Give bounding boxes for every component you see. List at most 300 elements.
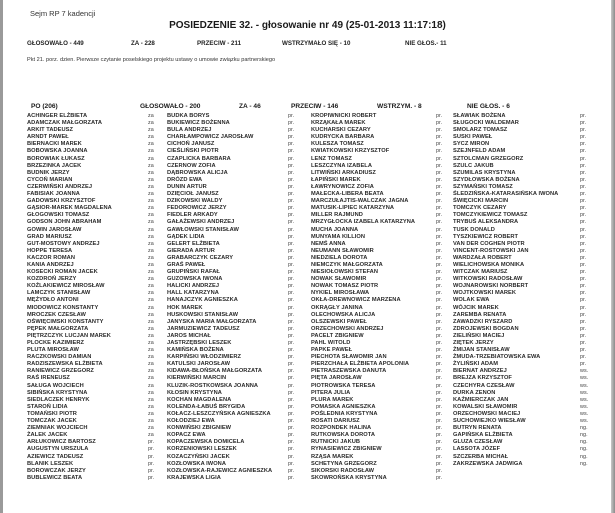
- deputy-name: RUTKOWSKA DOROTA: [311, 432, 375, 439]
- table-row: [27, 212, 154, 219]
- vote-value: pr.: [436, 269, 443, 276]
- deputy-name: RANIEWICZ GRZEGORZ: [27, 368, 94, 375]
- table-row: [311, 368, 443, 375]
- vote-value: pr.: [288, 134, 295, 141]
- deputy-name: AZIEWICZ TADEUSZ: [27, 453, 84, 460]
- deputy-name: OLECHOWSKA ALICJA: [311, 311, 376, 318]
- table-row: [453, 276, 587, 283]
- table-row: [27, 113, 154, 120]
- table-row: [453, 396, 589, 404]
- vote-value: pr.: [288, 113, 295, 119]
- deputy-name: BRZEZINKA JACEK: [27, 162, 82, 169]
- table-row: [167, 205, 295, 212]
- deputy-name: KORZENIOWSKI LESZEK: [167, 446, 237, 453]
- vote-value: pr.: [436, 389, 443, 396]
- deputy-name: SZYDŁOWSKA BOŻENA: [453, 176, 520, 183]
- vote-value: ws.: [580, 396, 589, 403]
- deputy-name: RADZISZEWSKA ELŻBIETA: [27, 361, 103, 368]
- deputy-name: ZIEMNIAK WOJCIECH: [27, 425, 88, 432]
- table-row: [27, 418, 154, 425]
- vote-value: za: [148, 219, 154, 226]
- table-row: [27, 347, 154, 354]
- vote-value: za: [148, 183, 154, 190]
- table-row: [453, 361, 587, 368]
- deputy-name: FEDOROWICZ JERZY: [167, 205, 227, 212]
- deputy-name: GAŁAŻEWSKI ANDRZEJ: [167, 219, 235, 226]
- vote-value: pr.: [580, 332, 587, 339]
- deputy-name: GAWŁOWSKI STANISŁAW: [167, 226, 239, 233]
- table-row: [453, 311, 587, 319]
- vote-value: pr.: [580, 191, 587, 198]
- table-row: [167, 148, 295, 155]
- vote-column-4: [453, 113, 589, 468]
- deputy-name: KUCHARSKI CEZARY: [311, 127, 371, 134]
- deputy-name: NIESIOŁOWSKI STEFAN: [311, 269, 378, 276]
- vote-value: pr.: [436, 410, 443, 417]
- deputy-name: GRAD MARIUSZ: [27, 233, 72, 240]
- deputy-name: MARCZUŁAJTIS-WALCZAK JAGNA: [311, 198, 409, 205]
- deputy-name: PIĘTA JAROSŁAW: [311, 375, 362, 382]
- table-row: [311, 361, 443, 368]
- table-row: [311, 389, 443, 397]
- vote-value: pr.: [288, 418, 295, 425]
- vote-value: pr.: [580, 162, 587, 169]
- deputy-name: KOLENDA-ŁABUŚ BRYGIDA: [167, 403, 246, 410]
- vote-value: pr.: [436, 212, 443, 219]
- vote-value: pr.: [580, 240, 587, 247]
- table-row: [27, 198, 154, 205]
- table-row: [167, 276, 295, 283]
- deputy-name: ZDROJEWSKI BOGDAN: [453, 325, 519, 332]
- deputy-name: ŚWIĘCICKI MARCIN: [453, 198, 509, 205]
- vote-value: pr.: [580, 233, 587, 240]
- deputy-name: SIBIŃSKA KRYSTYNA: [27, 389, 88, 396]
- deputy-name: PLURA MAREK: [311, 396, 354, 403]
- deputy-name: ARŁUKOWICZ BARTOSZ: [27, 439, 96, 446]
- table-row: [453, 453, 588, 461]
- page-border-left: [0, 0, 3, 513]
- table-row: [453, 318, 587, 326]
- vote-value: pr.: [436, 382, 443, 389]
- table-row: [453, 183, 587, 191]
- table-row: [453, 382, 589, 390]
- table-row: [167, 474, 295, 482]
- vote-value: pr.: [436, 446, 443, 453]
- deputy-name: GĄDEK LIDIA: [167, 233, 205, 240]
- table-row: [167, 318, 295, 326]
- vote-value: pr.: [436, 474, 443, 481]
- vote-value: pr.: [436, 176, 443, 183]
- vote-value: pr.: [580, 120, 587, 127]
- table-row: [453, 155, 587, 163]
- table-row: [167, 247, 295, 255]
- deputy-name: TOMCZYKIEWICZ TOMASZ: [453, 212, 528, 219]
- table-row: [453, 389, 589, 397]
- vote-value: pr.: [288, 297, 295, 304]
- deputy-name: PLOCKE KAZIMIERZ: [27, 340, 85, 346]
- vote-value: za: [148, 120, 154, 127]
- deputy-name: OŚWIĘCIMSKI KONSTANTY: [27, 318, 104, 325]
- table-row: [311, 134, 443, 141]
- vote-value: pr.: [288, 304, 295, 311]
- table-row: [311, 304, 443, 312]
- deputy-name: VAN DER COGHEN PIOTR: [453, 240, 525, 247]
- table-row: [167, 269, 295, 276]
- deputy-name: NOWAK TOMASZ PIOTR: [311, 283, 379, 290]
- deputy-name: BIERNAT ANDRZEJ: [453, 368, 507, 375]
- vote-value: pr.: [288, 276, 295, 283]
- vote-value: pr.: [288, 219, 295, 226]
- table-row: [311, 226, 443, 234]
- vote-value: za: [148, 198, 154, 205]
- deputy-name: ŻMIJAN STANISŁAW: [453, 347, 510, 354]
- vote-value: pr.: [436, 354, 443, 361]
- table-row: [311, 347, 443, 354]
- table-row: [27, 432, 154, 439]
- table-row: [453, 375, 589, 382]
- deputy-name: GŁOGOWSKI TOMASZ: [27, 212, 90, 219]
- table-row: [167, 226, 295, 234]
- deputy-name: ŁAWRYNOWICZ ZOFIA: [311, 183, 374, 190]
- vote-value: pr.: [436, 453, 443, 460]
- vote-value: ws.: [580, 418, 589, 425]
- deputy-name: SZYMAŃSKI TOMASZ: [453, 183, 513, 190]
- deputy-name: BLANIK LESZEK: [27, 460, 74, 467]
- vote-value: za: [148, 169, 154, 176]
- deputy-name: GRABARCZYK CEZARY: [167, 254, 234, 261]
- table-row: [311, 183, 443, 191]
- vote-value: ng.: [580, 446, 588, 453]
- deputy-name: BIERNACKI MAREK: [27, 141, 82, 148]
- deputy-name: CYCOŃ MARIAN: [27, 176, 73, 183]
- table-row: [453, 297, 587, 304]
- vote-value: pr.: [288, 375, 295, 382]
- deputy-name: LESZCZYNA IZABELA: [311, 162, 372, 169]
- table-row: [453, 325, 587, 333]
- deputy-name: ŚLEDZIŃSKA-KATARASIŃSKA IWONA: [453, 191, 559, 198]
- vote-value: pr.: [436, 297, 443, 304]
- table-row: [167, 261, 295, 269]
- vote-value: pr.: [580, 297, 587, 304]
- deputy-name: CZECHYRA CZESŁAW: [453, 382, 515, 389]
- vote-value: pr.: [436, 340, 443, 346]
- vote-value: za: [148, 176, 154, 183]
- vote-value: pr.: [288, 120, 295, 127]
- vote-value: pr.: [288, 169, 295, 176]
- vote-value: pr.: [148, 439, 155, 446]
- vote-value: za: [148, 354, 154, 361]
- table-row: [27, 233, 154, 241]
- deputy-name: STAROŃ LIDIA: [27, 403, 68, 410]
- deputy-name: ZIĘTEK JERZY: [453, 340, 494, 346]
- vote-value: ng.: [580, 425, 588, 432]
- table-row: [311, 311, 443, 319]
- deputy-name: ŻYLIŃSKI ADAM: [453, 361, 498, 368]
- deputy-name: JASTRZĘBSKI LESZEK: [167, 340, 232, 346]
- vote-value: pr.: [436, 127, 443, 134]
- summary-against: PRZECIW - 211: [197, 40, 242, 47]
- club-voted: GŁOSOWAŁO - 200: [140, 103, 201, 110]
- vote-value: pr.: [580, 127, 587, 134]
- vote-value: ws.: [580, 403, 589, 410]
- table-row: [167, 169, 295, 177]
- deputy-name: KOZŁOWSKA-RAJEWICZ AGNIESZKA: [167, 467, 273, 474]
- vote-value: pr.: [288, 226, 295, 233]
- vote-value: pr.: [436, 304, 443, 311]
- deputy-name: BOBOWSKA JOANNA: [27, 148, 88, 155]
- vote-column-3: [311, 113, 443, 482]
- deputy-name: PITERA JULIA: [311, 389, 351, 396]
- table-row: [453, 169, 587, 177]
- vote-value: pr.: [436, 439, 443, 446]
- vote-value: ws.: [580, 375, 589, 382]
- vote-value: ws.: [580, 382, 589, 389]
- table-row: [27, 169, 154, 177]
- table-row: [27, 304, 154, 312]
- vote-value: pr.: [436, 361, 443, 368]
- deputy-name: CICHOŃ JANUSZ: [167, 141, 215, 148]
- deputy-name: WOLAK EWA: [453, 297, 490, 304]
- deputy-name: KIDAWA-BŁOŃSKA MAŁGORZATA: [167, 368, 262, 375]
- table-row: [27, 155, 154, 163]
- table-row: [27, 226, 154, 234]
- deputy-name: BUBLEWICZ BEATA: [27, 474, 83, 481]
- deputy-name: JANYSKA MARIA MAŁGORZATA: [167, 318, 257, 325]
- deputy-name: HALL KATARZYNA: [167, 290, 219, 297]
- vote-value: pr.: [288, 318, 295, 325]
- table-row: [167, 425, 295, 432]
- summary-voted: GŁOSOWAŁO - 449: [27, 40, 84, 47]
- vote-value: za: [148, 261, 154, 268]
- vote-value: pr.: [288, 474, 295, 481]
- vote-value: pr.: [580, 269, 587, 276]
- vote-value: pr.: [288, 439, 295, 446]
- vote-value: pr.: [580, 169, 587, 176]
- deputy-name: RAŚ IRENEUSZ: [27, 375, 70, 382]
- table-row: [27, 120, 154, 127]
- deputy-name: RZĄSA MAREK: [311, 453, 354, 460]
- vote-value: pr.: [436, 205, 443, 212]
- table-row: [311, 113, 443, 120]
- deputy-name: KULESZA TOMASZ: [311, 141, 364, 148]
- deputy-name: NYKIEL MIROSŁAWA: [311, 290, 370, 297]
- vote-value: pr.: [436, 403, 443, 410]
- deputy-name: BUDNIK JERZY: [27, 169, 70, 176]
- deputy-name: ZIELIŃSKI MACIEJ: [453, 332, 505, 339]
- deputy-name: WOJNAROWSKI NORBERT: [453, 283, 529, 290]
- deputy-name: SZCZERBA MICHAŁ: [453, 453, 509, 460]
- deputy-name: MAŁECKA-LIBERA BEATA: [311, 191, 384, 198]
- table-row: [311, 269, 443, 276]
- vote-value: pr.: [288, 183, 295, 190]
- deputy-name: SUCHOWIEJKO WIESŁAW: [453, 418, 526, 425]
- vote-value: ws.: [580, 410, 589, 417]
- vote-value: pr.: [288, 432, 295, 439]
- table-row: [453, 240, 587, 248]
- table-row: [167, 453, 295, 461]
- vote-value: za: [148, 425, 154, 432]
- table-row: [27, 141, 154, 148]
- vote-value: pr.: [288, 254, 295, 261]
- vote-value: pr.: [436, 183, 443, 190]
- vote-value: za: [148, 134, 154, 141]
- deputy-name: GODSON JOHN ABRAHAM: [27, 219, 102, 226]
- table-row: [311, 432, 443, 439]
- deputy-name: HUSKOWSKI STANISŁAW: [167, 311, 238, 318]
- table-row: [311, 261, 443, 269]
- deputy-name: POMASKA AGNIESZKA: [311, 403, 376, 410]
- deputy-name: KOŁODZIEJ EWA: [167, 418, 215, 425]
- table-row: [167, 325, 295, 333]
- deputy-name: CHARŁAMPOWICZ JAROSŁAW: [167, 134, 254, 141]
- deputy-name: LASSOTA JÓZEF: [453, 446, 501, 453]
- vote-value: za: [148, 226, 154, 233]
- deputy-name: GRAŚ PAWEŁ: [167, 261, 206, 268]
- deputy-name: BOROWIAK ŁUKASZ: [27, 155, 85, 162]
- vote-value: pr.: [580, 176, 587, 183]
- deputy-name: NIEMCZYK MAŁGORZATA: [311, 261, 383, 268]
- vote-value: pr.: [580, 141, 587, 148]
- vote-value: pr.: [436, 198, 443, 205]
- table-row: [453, 162, 587, 170]
- vote-value: za: [148, 325, 154, 332]
- table-row: [27, 332, 154, 340]
- vote-value: za: [148, 318, 154, 325]
- deputy-name: TRYBUŚ ALEKSANDRA: [453, 219, 519, 226]
- club-for: ZA - 46: [239, 103, 261, 110]
- deputy-name: ACHINGER ELŻBIETA: [27, 113, 88, 119]
- table-row: [27, 191, 154, 198]
- table-row: [27, 261, 154, 269]
- table-row: [311, 141, 443, 148]
- table-row: [27, 176, 154, 184]
- vote-value: pr.: [436, 318, 443, 325]
- deputy-name: ORZECHOWSKI ANDRZEJ: [311, 325, 384, 332]
- vote-value: za: [148, 240, 154, 247]
- vote-value: pr.: [580, 347, 587, 354]
- table-row: [167, 198, 295, 205]
- vote-value: ng.: [580, 432, 588, 439]
- deputy-name: ZAWADZKI RYSZARD: [453, 318, 513, 325]
- vote-value: pr.: [288, 290, 295, 297]
- deputy-name: CIEŚLIŃSKI PIOTR: [167, 148, 219, 155]
- deputy-name: MILLER RAJMUND: [311, 212, 363, 219]
- vote-value: pr.: [580, 219, 587, 226]
- vote-value: pr.: [580, 311, 587, 318]
- deputy-name: ZAREMBA RENATA: [453, 311, 507, 318]
- vote-value: za: [148, 113, 154, 119]
- deputy-name: CZAPLICKA BARBARA: [167, 155, 231, 162]
- club-not-voting: NIE GŁOS. - 6: [467, 103, 510, 110]
- deputy-name: WARDZAŁA ROBERT: [453, 254, 512, 261]
- deputy-name: KLUZIK-ROSTKOWSKA JOANNA: [167, 382, 259, 389]
- deputy-name: GRUPIŃSKI RAFAŁ: [167, 269, 220, 276]
- deputy-name: FIEDLER ARKADY: [167, 212, 218, 219]
- vote-value: pr.: [580, 155, 587, 162]
- table-row: [167, 460, 295, 468]
- table-row: [167, 354, 295, 361]
- table-row: [453, 432, 588, 439]
- vote-value: za: [148, 311, 154, 318]
- vote-value: za: [148, 304, 154, 311]
- deputy-name: HOK MAREK: [167, 304, 203, 311]
- vote-value: pr.: [288, 155, 295, 162]
- vote-value: pr.: [288, 233, 295, 240]
- table-row: [167, 191, 295, 198]
- table-row: [167, 127, 295, 134]
- vote-value: pr.: [436, 113, 443, 119]
- summary-not-voting: NIE GŁOS.- 11: [405, 40, 447, 47]
- deputy-name: GELERT ELŻBIETA: [167, 240, 220, 247]
- deputy-name: BUDKA BORYS: [167, 113, 210, 119]
- deputy-name: PIETRASZEWSKA DANUTA: [311, 368, 387, 375]
- vote-value: pr.: [436, 425, 443, 432]
- vote-value: pr.: [288, 446, 295, 453]
- table-row: [311, 332, 443, 340]
- deputy-name: VINCENT-ROSTOWSKI JAN: [453, 247, 529, 254]
- table-row: [453, 403, 589, 411]
- deputy-name: SCHETYNA GRZEGORZ: [311, 460, 377, 467]
- vote-value: pr.: [288, 332, 295, 339]
- vote-value: pr.: [288, 283, 295, 290]
- table-row: [453, 261, 587, 269]
- table-row: [167, 446, 295, 453]
- vote-value: pr.: [580, 325, 587, 332]
- table-row: [311, 148, 443, 155]
- vote-value: za: [148, 254, 154, 261]
- vote-value: pr.: [580, 254, 587, 261]
- deputy-name: PIOTROWSKA TERESA: [311, 382, 376, 389]
- deputy-name: HOPPE TERESA: [27, 247, 73, 254]
- deputy-name: KOŹLAKIEWICZ MIROSŁAW: [27, 283, 105, 290]
- table-row: [167, 283, 295, 290]
- table-row: [27, 382, 154, 390]
- table-row: [453, 134, 587, 141]
- deputy-name: BULA ANDRZEJ: [167, 127, 212, 134]
- vote-value: pr.: [288, 368, 295, 375]
- vote-value: pr.: [436, 247, 443, 254]
- deputy-name: WOJTKOWSKI MAREK: [453, 290, 517, 297]
- deputy-name: SZTOLCMAN GRZEGORZ: [453, 155, 524, 162]
- table-row: [27, 361, 154, 368]
- vote-value: pr.: [436, 261, 443, 268]
- table-row: [311, 474, 443, 482]
- table-row: [27, 205, 154, 212]
- table-row: [311, 205, 443, 212]
- vote-value: za: [148, 155, 154, 162]
- deputy-name: MIODOWICZ KONSTANTY: [27, 304, 99, 311]
- deputy-name: ŁAPIŃSKI MAREK: [311, 176, 361, 183]
- table-row: [167, 297, 295, 304]
- deputy-name: TOMAŃSKI PIOTR: [27, 410, 77, 417]
- table-row: [27, 325, 154, 333]
- deputy-name: ROZPONDEK HALINA: [311, 425, 372, 432]
- deputy-name: KACZOR ROMAN: [27, 254, 75, 261]
- deputy-name: WIELICHOWSKA MONIKA: [453, 261, 525, 268]
- vote-value: za: [148, 212, 154, 219]
- table-row: [27, 467, 155, 475]
- table-row: [311, 325, 443, 333]
- table-row: [27, 318, 154, 326]
- table-row: [453, 176, 587, 184]
- club-name: PO (206): [31, 103, 58, 110]
- table-row: [311, 340, 443, 347]
- deputy-name: RYNASIEWICZ ZBIGNIEW: [311, 446, 382, 453]
- table-row: [27, 219, 154, 226]
- deputy-name: DUNIN ARTUR: [167, 183, 207, 190]
- deputy-name: OLSZEWSKI PAWEŁ: [311, 318, 367, 325]
- table-row: [167, 382, 295, 390]
